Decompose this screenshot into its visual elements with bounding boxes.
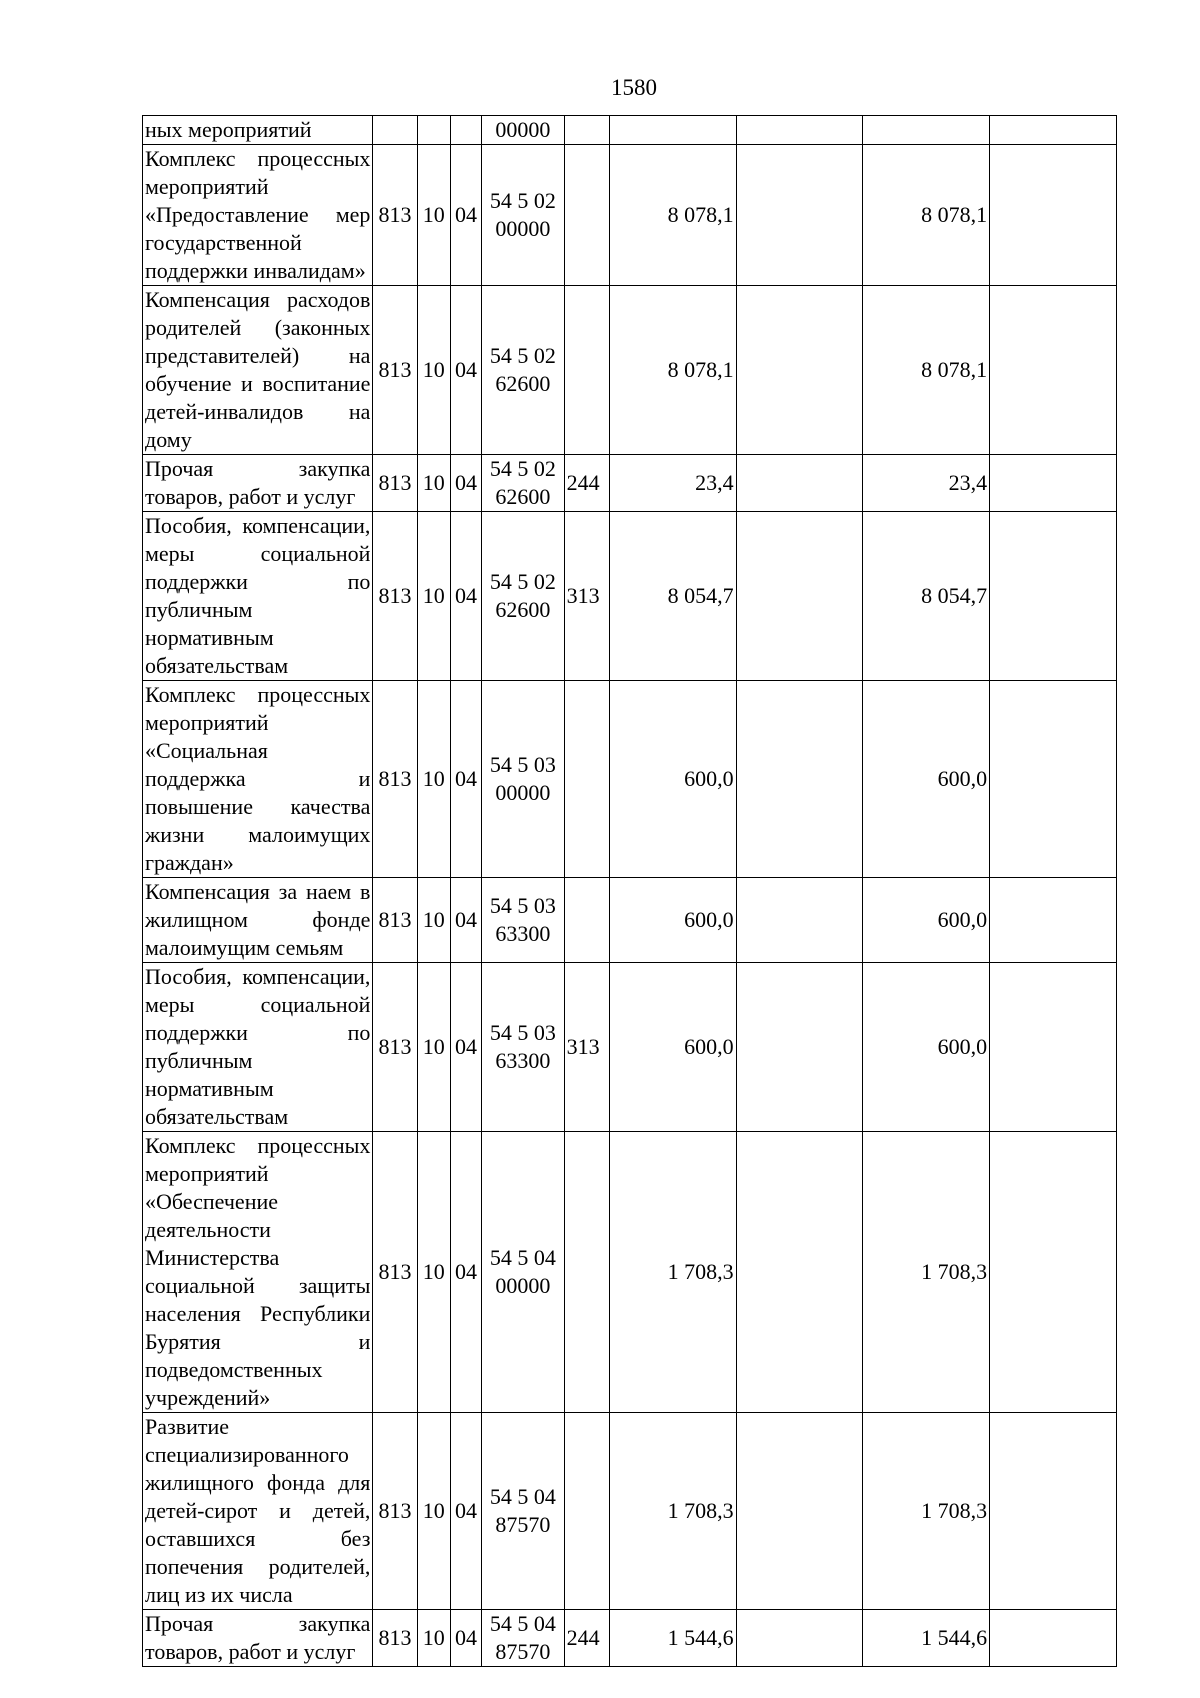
amount-year2-cell: 600,0	[863, 963, 990, 1132]
amount-year2-cell	[863, 116, 990, 145]
row-name-cell: Компенсация расходов родителей (законных представителей) на обучение и воспитание детей-инвалидов на дому	[143, 286, 373, 455]
target-article-line2: 62600	[495, 484, 551, 509]
ministry-code-cell: 813	[373, 145, 417, 286]
subsection-code-cell	[450, 116, 481, 145]
section-code-cell: 10	[417, 878, 450, 963]
expense-type-cell	[564, 1132, 609, 1413]
amount-year2-cell: 600,0	[863, 878, 990, 963]
empty-cell	[736, 1413, 863, 1610]
row-name-cell: ных мероприятий	[143, 116, 373, 145]
empty-cell	[990, 455, 1117, 512]
empty-cell	[736, 963, 863, 1132]
expense-type-cell	[564, 145, 609, 286]
empty-cell	[990, 512, 1117, 681]
target-article-line2: 63300	[495, 1048, 551, 1073]
section-code-cell: 10	[417, 145, 450, 286]
ministry-code-cell: 813	[373, 681, 417, 878]
amount-year1-cell: 23,4	[609, 455, 736, 512]
target-article-line2: 00000	[495, 1273, 551, 1298]
table-row	[143, 1132, 1117, 1413]
row-name-cell: Пособия, компенсации, меры социальной поддержки по публичным нормативным обязательствам	[143, 963, 373, 1132]
table-row	[143, 1413, 1117, 1610]
page-number: 1580	[611, 75, 657, 100]
target-article-line1: 54 5 02	[489, 456, 556, 481]
section-code-cell: 10	[417, 1132, 450, 1413]
target-article-cell	[482, 512, 565, 681]
table-row	[143, 512, 1117, 681]
row-name-cell: Прочая закупка товаров, работ и услуг	[143, 1610, 373, 1667]
target-article-line2: 00000	[495, 216, 551, 241]
row-name-cell: Компенсация за наем в жилищном фонде малоимущим семьям	[143, 878, 373, 963]
amount-year2-cell: 600,0	[863, 681, 990, 878]
target-article-cell	[482, 286, 565, 455]
subsection-code-cell: 04	[450, 878, 481, 963]
empty-cell	[990, 145, 1117, 286]
target-article-line2: 00000	[495, 117, 551, 142]
target-article-line1: 54 5 03	[489, 1020, 556, 1045]
amount-year2-cell: 8 078,1	[863, 145, 990, 286]
target-article-cell	[482, 681, 565, 878]
ministry-code-cell: 813	[373, 1610, 417, 1667]
amount-year2-cell: 8 078,1	[863, 286, 990, 455]
empty-cell	[990, 286, 1117, 455]
ministry-code-cell: 813	[373, 512, 417, 681]
subsection-code-cell: 04	[450, 1132, 481, 1413]
section-code-cell: 10	[417, 963, 450, 1132]
subsection-code-cell: 04	[450, 145, 481, 286]
target-article-line1: 54 5 04	[489, 1611, 556, 1636]
subsection-code-cell: 04	[450, 286, 481, 455]
section-code-cell	[417, 116, 450, 145]
expense-type-cell	[564, 286, 609, 455]
target-article-line2: 87570	[495, 1639, 551, 1664]
target-article-line1: 54 5 03	[489, 752, 556, 777]
empty-cell	[990, 1132, 1117, 1413]
target-article-line2: 62600	[495, 597, 551, 622]
expense-type-cell	[564, 1413, 609, 1610]
empty-cell	[990, 1413, 1117, 1610]
subsection-code-cell: 04	[450, 1610, 481, 1667]
expense-type-cell	[564, 681, 609, 878]
ministry-code-cell: 813	[373, 286, 417, 455]
row-name-cell: Развитие специализированного жилищного фонда для детей-сирот и детей, оставшихся без попечения родителей, лиц из их числа	[143, 1413, 373, 1610]
table-row	[143, 1610, 1117, 1667]
amount-year2-cell: 23,4	[863, 455, 990, 512]
row-name-cell: Комплекс процессных мероприятий «Обеспечение деятельности Министерства социальной защиты населения Республики Бурятия и подведомственных учреждений»	[143, 1132, 373, 1413]
target-article-line1: 54 5 04	[489, 1245, 556, 1270]
expense-type-cell: 244	[564, 455, 609, 512]
subsection-code-cell: 04	[450, 963, 481, 1132]
target-article-line2: 62600	[495, 371, 551, 396]
expense-type-cell	[564, 878, 609, 963]
empty-cell	[736, 145, 863, 286]
row-name-cell: Прочая закупка товаров, работ и услуг	[143, 455, 373, 512]
amount-year1-cell: 600,0	[609, 963, 736, 1132]
empty-cell	[990, 878, 1117, 963]
target-article-line1: 54 5 02	[489, 188, 556, 213]
target-article-cell	[482, 963, 565, 1132]
row-name-cell: Пособия, компенсации, меры социальной поддержки по публичным нормативным обязательствам	[143, 512, 373, 681]
amount-year1-cell: 1 708,3	[609, 1413, 736, 1610]
target-article-line1: 54 5 02	[489, 343, 556, 368]
section-code-cell: 10	[417, 286, 450, 455]
amount-year1-cell	[609, 116, 736, 145]
target-article-line1: 54 5 02	[489, 569, 556, 594]
section-code-cell: 10	[417, 681, 450, 878]
empty-cell	[736, 1610, 863, 1667]
table-row	[143, 681, 1117, 878]
amount-year2-cell: 1 544,6	[863, 1610, 990, 1667]
expense-type-cell: 244	[564, 1610, 609, 1667]
expense-type-cell	[564, 116, 609, 145]
subsection-code-cell: 04	[450, 1413, 481, 1610]
amount-year1-cell: 8 078,1	[609, 145, 736, 286]
table-body	[143, 116, 1117, 1667]
target-article-line2: 87570	[495, 1512, 551, 1537]
ministry-code-cell: 813	[373, 963, 417, 1132]
target-article-cell	[482, 1132, 565, 1413]
target-article-cell	[482, 1610, 565, 1667]
ministry-code-cell: 813	[373, 455, 417, 512]
empty-cell	[990, 116, 1117, 145]
ministry-code-cell: 813	[373, 1413, 417, 1610]
amount-year2-cell: 1 708,3	[863, 1132, 990, 1413]
section-code-cell: 10	[417, 1413, 450, 1610]
table-row	[143, 116, 1117, 145]
empty-cell	[736, 512, 863, 681]
target-article-cell	[482, 116, 565, 145]
target-article-cell	[482, 455, 565, 512]
amount-year1-cell: 600,0	[609, 681, 736, 878]
target-article-line2: 63300	[495, 921, 551, 946]
empty-cell	[736, 286, 863, 455]
expense-type-cell: 313	[564, 512, 609, 681]
amount-year2-cell: 8 054,7	[863, 512, 990, 681]
row-name-cell: Комплекс процессных мероприятий «Социальная поддержка и повышение качества жизни малоимущих граждан»	[143, 681, 373, 878]
amount-year1-cell: 600,0	[609, 878, 736, 963]
empty-cell	[736, 116, 863, 145]
ministry-code-cell: 813	[373, 878, 417, 963]
section-code-cell: 10	[417, 1610, 450, 1667]
expense-type-cell: 313	[564, 963, 609, 1132]
target-article-line2: 00000	[495, 780, 551, 805]
empty-cell	[990, 681, 1117, 878]
budget-table	[142, 115, 1117, 1667]
empty-cell	[736, 455, 863, 512]
table-row	[143, 286, 1117, 455]
empty-cell	[736, 681, 863, 878]
amount-year1-cell: 1 708,3	[609, 1132, 736, 1413]
table-row	[143, 145, 1117, 286]
table-row	[143, 878, 1117, 963]
amount-year1-cell: 8 054,7	[609, 512, 736, 681]
section-code-cell: 10	[417, 455, 450, 512]
target-article-cell	[482, 878, 565, 963]
empty-cell	[990, 1610, 1117, 1667]
amount-year2-cell: 1 708,3	[863, 1413, 990, 1610]
empty-cell	[736, 878, 863, 963]
amount-year1-cell: 8 078,1	[609, 286, 736, 455]
subsection-code-cell: 04	[450, 512, 481, 681]
table-row	[143, 455, 1117, 512]
empty-cell	[736, 1132, 863, 1413]
ministry-code-cell	[373, 116, 417, 145]
target-article-cell	[482, 145, 565, 286]
empty-cell	[990, 963, 1117, 1132]
subsection-code-cell: 04	[450, 455, 481, 512]
subsection-code-cell: 04	[450, 681, 481, 878]
target-article-line1: 54 5 03	[489, 893, 556, 918]
target-article-cell	[482, 1413, 565, 1610]
table-row	[143, 963, 1117, 1132]
amount-year1-cell: 1 544,6	[609, 1610, 736, 1667]
section-code-cell: 10	[417, 512, 450, 681]
ministry-code-cell: 813	[373, 1132, 417, 1413]
target-article-line1: 54 5 04	[489, 1484, 556, 1509]
row-name-cell: Комплекс процессных мероприятий «Предоставление мер государственной поддержки инвалидам»	[143, 145, 373, 286]
